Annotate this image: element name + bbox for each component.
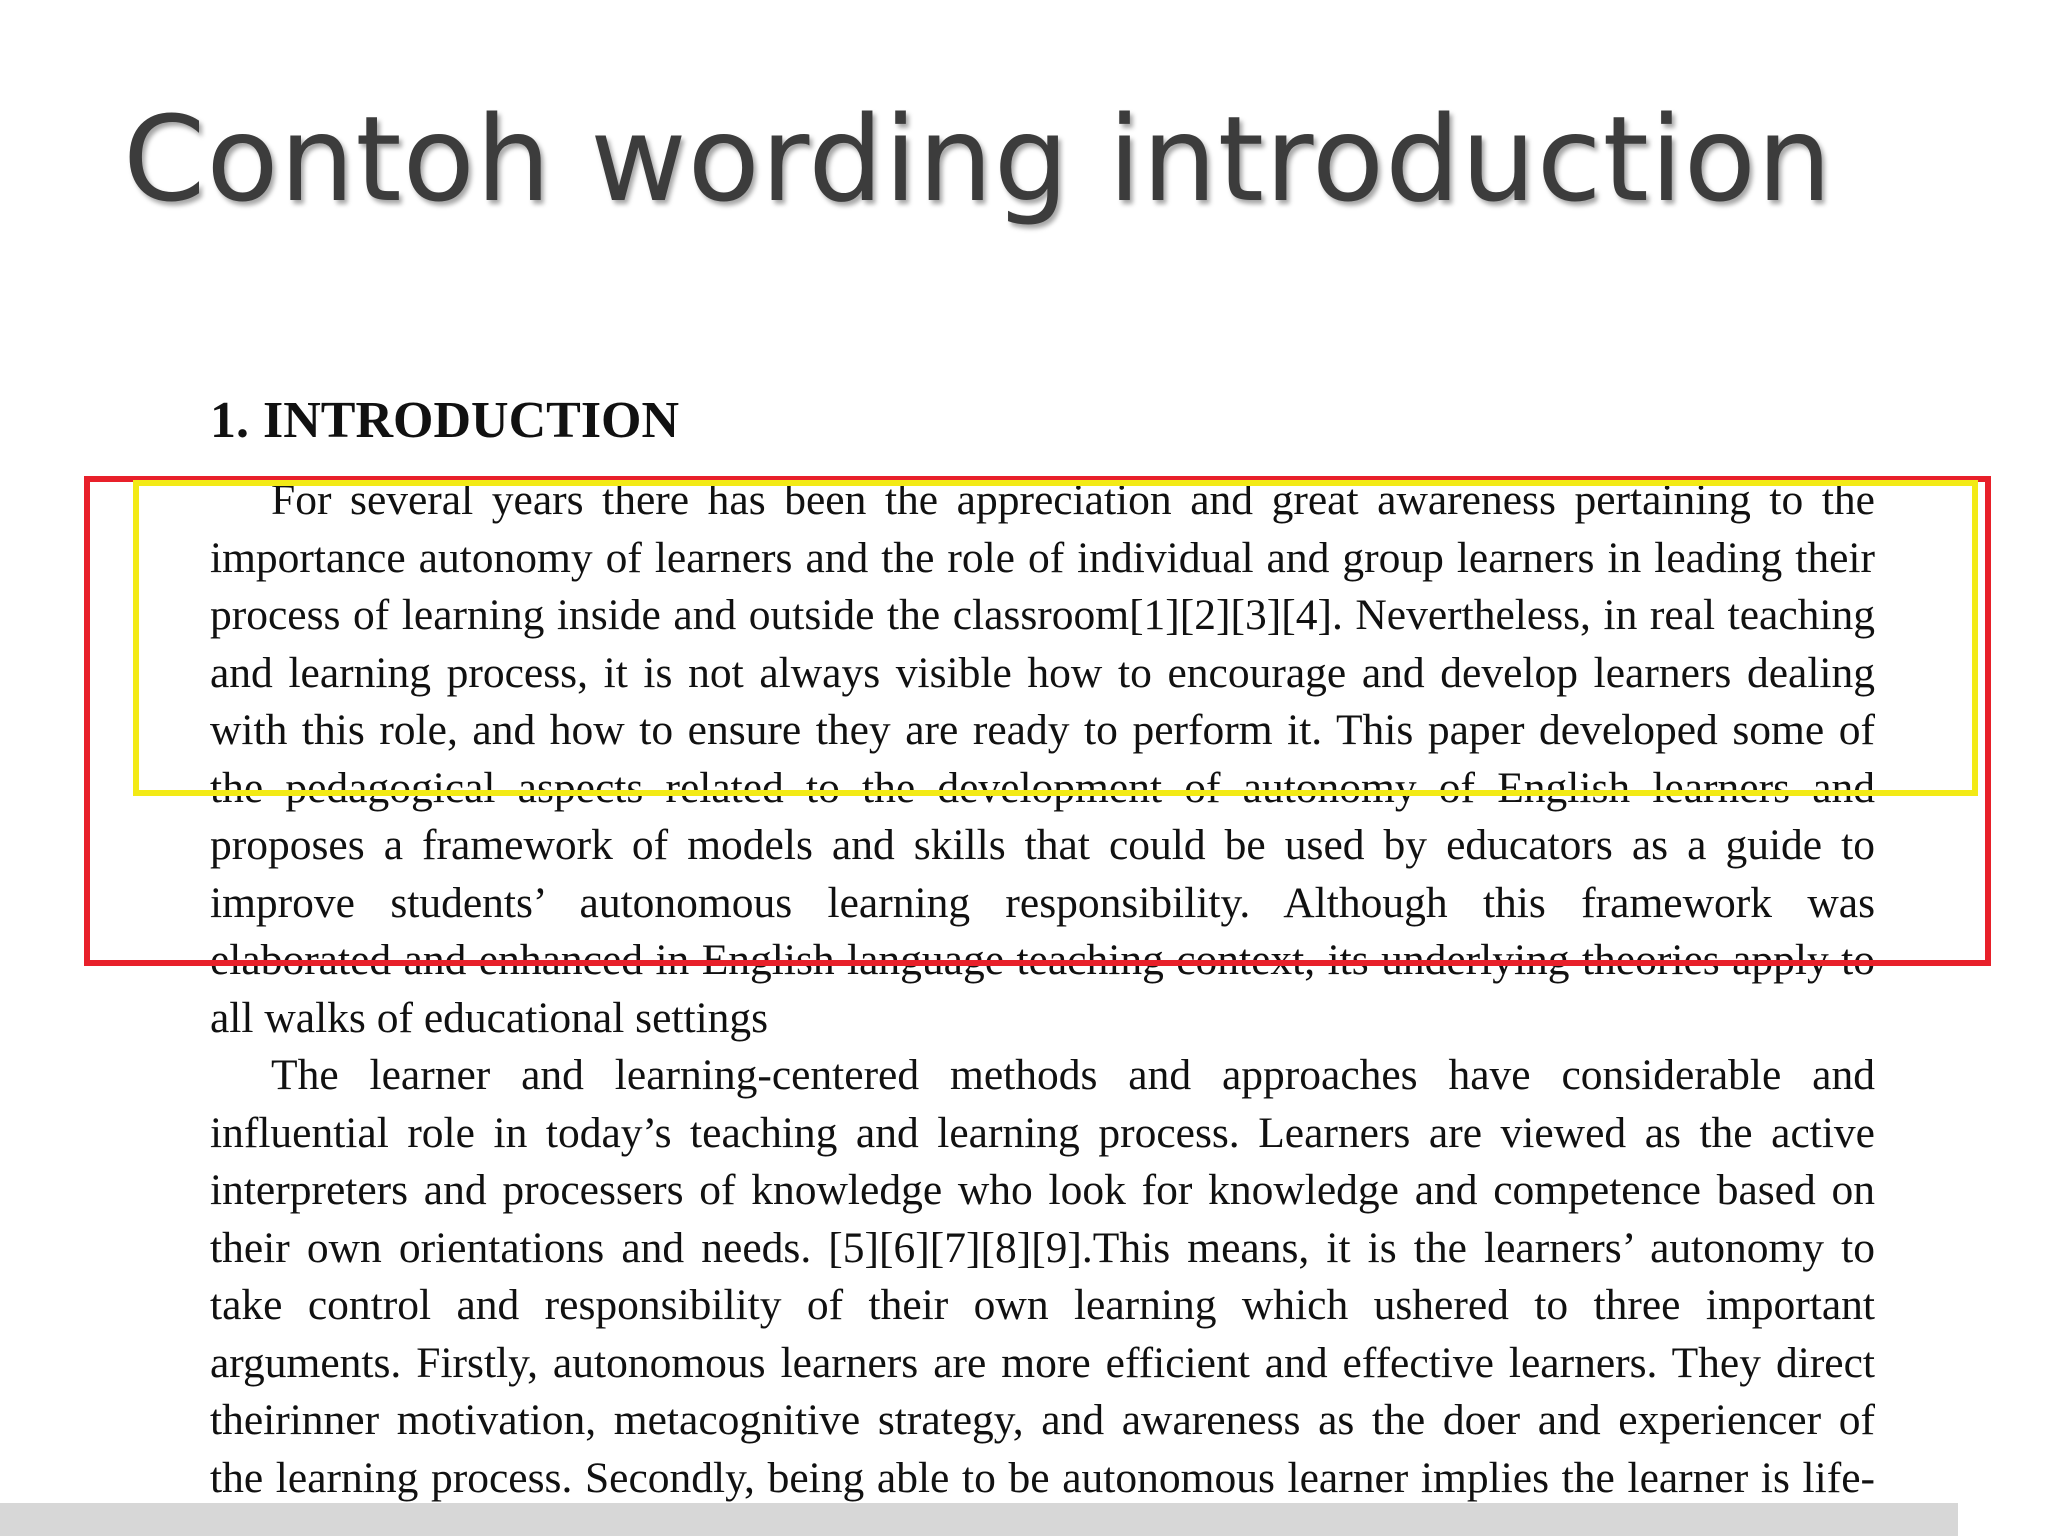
paragraph-line: arguments. Firstly, autonomous learners are more efficient and effective learners. They direct (210, 1338, 1875, 1387)
paragraph-line: proposes a framework of models and skills that could be used by educators as a guide to (210, 821, 1875, 869)
paragraph-line: and learning process, it is not always visible how to encourage and develop learners dealing (210, 648, 1875, 697)
document-excerpt (210, 392, 1875, 1502)
paragraph-1 (210, 472, 1875, 1047)
paragraph-line: interpreters and processers of knowledge who look for knowledge and competence based on (210, 1166, 1875, 1214)
paragraph-line: take control and responsibility of their own learning which ushered to three important (210, 1281, 1875, 1329)
horizontal-scrollbar[interactable] (0, 1503, 1958, 1536)
paragraph-line: with this role, and how to ensure they are ready to perform it. This paper developed some of (210, 706, 1875, 754)
paragraph-line: The learner and learning-centered methods and approaches have considerable and (271, 1051, 1875, 1099)
paragraph-2 (210, 1047, 1875, 1502)
paragraph-line: influential role in today’s teaching and learning process. Learners are viewed as the active (210, 1108, 1875, 1157)
paragraph-line: process of learning inside and outside the classroom[1][2][3][4]. Nevertheless, in real teaching (210, 591, 1875, 639)
section-number: 1. (210, 392, 249, 449)
paragraph-line: theirinner motivation, metacognitive strategy, and awareness as the doer and experiencer of (210, 1396, 1875, 1444)
slide-title: Contoh wording introduction (123, 90, 1833, 228)
paragraph-line: the pedagogical aspects related to the development of autonomy of English learners and (210, 763, 1875, 812)
section-title: INTRODUCTION (263, 392, 680, 449)
paragraph-line: all walks of educational settings (210, 993, 769, 1042)
paragraph-line: improve students’ autonomous learning responsibility. Although this framework was (210, 878, 1875, 927)
paragraph-line: the learning process. Secondly, being able to be autonomous learner implies the learner is life- (210, 1453, 1875, 1502)
section-heading (210, 392, 1875, 449)
paragraph-line: elaborated and enhanced in English language teaching context, its underlying theories apply to (210, 936, 1875, 984)
paragraph-line: their own orientations and needs. [5][6][7][8][9].This means, it is the learners’ autonomy to (210, 1223, 1875, 1272)
paragraph-line: importance autonomy of learners and the role of individual and group learners in leading their (210, 533, 1875, 582)
paragraph-line: For several years there has been the appreciation and great awareness pertaining to the (271, 476, 1875, 524)
